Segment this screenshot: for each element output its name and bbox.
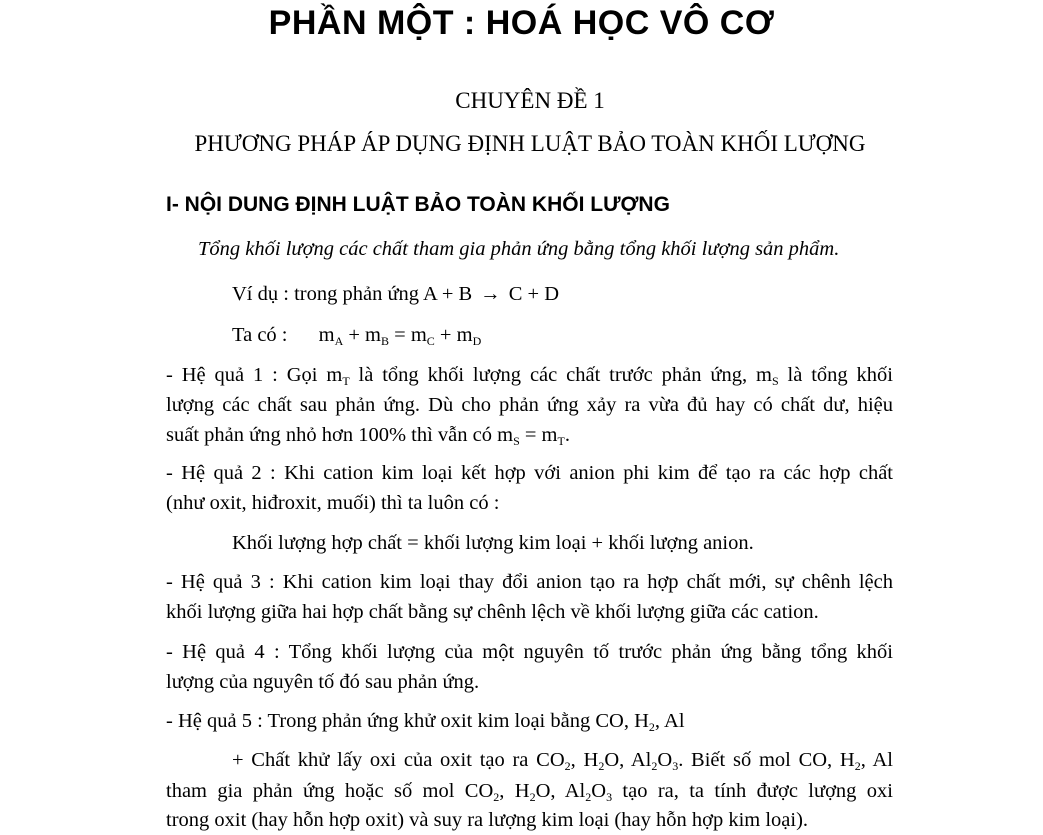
corollary-3-line-1: - Hệ quả 3 : Khi cation kim loại thay đổi anion tạo ra hợp chất mới, sự chênh lệch [166, 571, 893, 593]
topic-label: CHUYÊN ĐỀ 1 [455, 88, 605, 113]
mass-formula: $m_A + m_B = m_C + m_D$ [318, 324, 482, 348]
corollary-2-formula: Khối lượng hợp chất = khối lượng kim loại + khối lượng anion. [232, 532, 754, 554]
corollary-5-line-2: + Chất khử lấy oxi của oxit tạo ra $CO_2$, $H_2O$, $Al_2O_3$. Biết số mol CO, $H_2$, Al [232, 749, 893, 773]
corollary-2-line-1: - Hệ quả 2 : Khi cation kim loại kết hợp với anion phi kim để tạo ra các hợp chất [166, 462, 893, 484]
corollary-1-line-1: - Hệ quả 1 : Gọi $m_T$ là tổng khối lượng các chất trước phản ứng, $m_S$ là tổng khối [166, 364, 893, 388]
corollary-5-line-3: tham gia phản ứng hoặc số mol $CO_2$, $H_2O$, $Al_2O_3$ tạo ra, ta tính được lượng oxi [166, 780, 893, 804]
taco-line [232, 320, 481, 350]
corollary-1-line-2: lượng các chất sau phản ứng. Dù cho phản ứng xảy ra vừa đủ hay có chất dư, hiệu [166, 394, 893, 416]
example-prefix: Ví dụ : trong phản ứng A + B [232, 283, 473, 305]
part-title: PHẦN MỘT : HOÁ HỌC VÔ CƠ [268, 4, 775, 42]
law-statement: Tổng khối lượng các chất tham gia phản ứng bằng tổng khối lượng sản phẩm. [198, 238, 840, 260]
corollary-4-line-2: lượng của nguyên tố đó sau phản ứng. [166, 671, 480, 693]
taco-prefix: Ta có : [232, 324, 288, 346]
corollary-4-line-1: - Hệ quả 4 : Tổng khối lượng của một nguyên tố trước phản ứng bằng tổng khối [166, 641, 893, 663]
section-heading: I- NỘI DUNG ĐỊNH LUẬT BẢO TOÀN KHỐI LƯỢNG [166, 193, 670, 216]
corollary-2-line-2: (như oxit, hiđroxit, muối) thì ta luôn có : [166, 492, 500, 514]
example-suffix: C + D [508, 283, 560, 305]
corollary-3-line-2: khối lượng giữa hai hợp chất bằng sự chênh lệch về khối lượng giữa các cation. [166, 601, 819, 623]
topic-title: PHƯƠNG PHÁP ÁP DỤNG ĐỊNH LUẬT BẢO TOÀN KHỐI LƯỢNG [194, 131, 866, 156]
arrow-icon: → [480, 283, 501, 305]
corollary-5-line-1: - Hệ quả 5 : Trong phản ứng khử oxit kim loại bằng CO, $H_2$, Al [166, 710, 685, 734]
example-line [232, 279, 559, 309]
corollary-5-line-4: trong oxit (hay hỗn hợp oxit) và suy ra lượng kim loại (hay hỗn hợp kim loại). [166, 809, 809, 831]
corollary-1-line-3: suất phản ứng nhỏ hơn 100% thì vẫn có $m_S = m_T$. [166, 424, 570, 448]
